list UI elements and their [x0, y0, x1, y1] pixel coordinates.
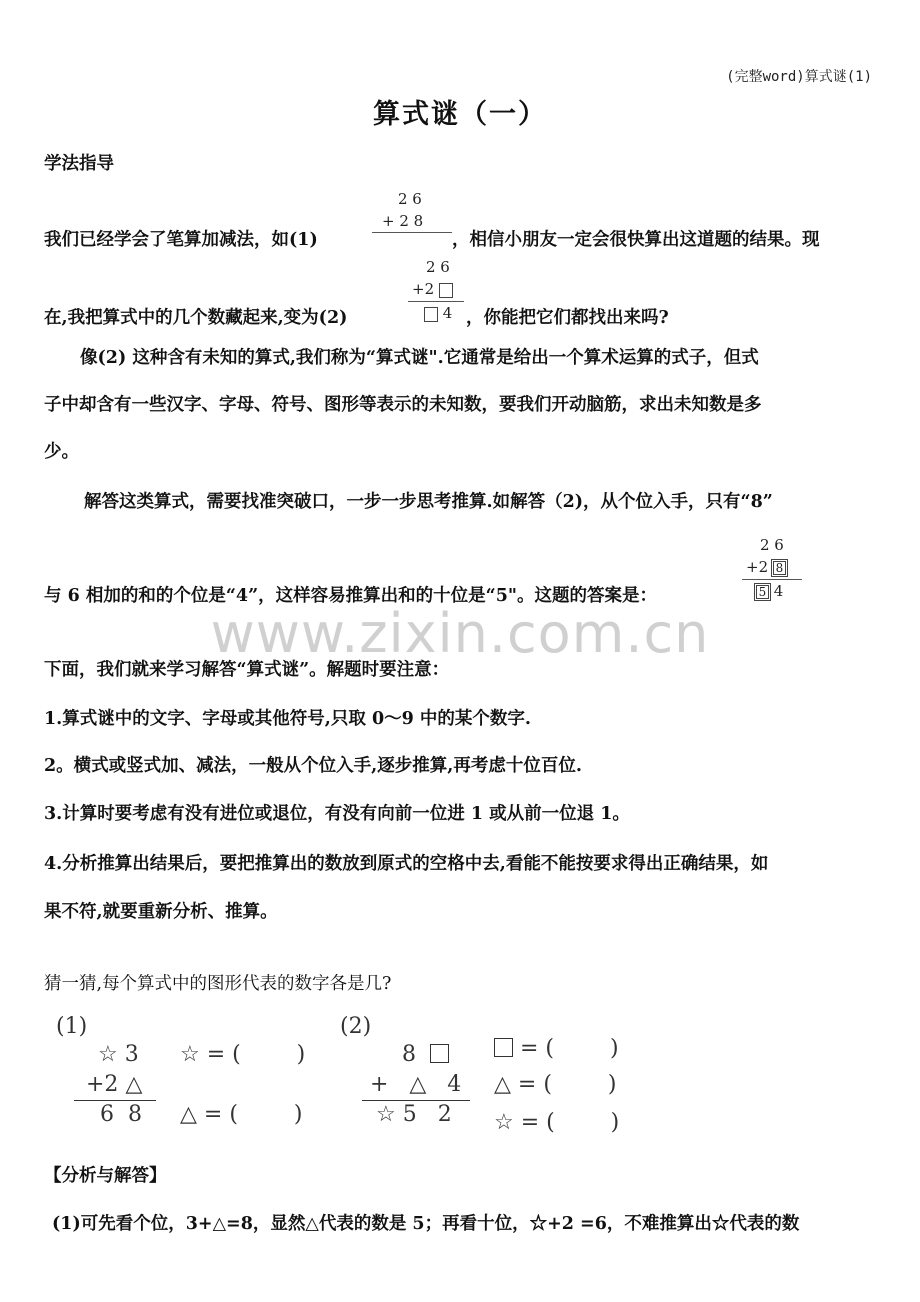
example-2-sum-line — [408, 301, 464, 302]
example-2-row1: 2 6 — [426, 258, 450, 276]
puzzle-1-row1-digit: 3 — [124, 1042, 139, 1067]
puzzle-2 — [340, 1014, 630, 1144]
intro-line-1-prefix: 我们已经学会了笔算加减法，如(1) — [44, 230, 318, 250]
puzzle-2-answer-square — [494, 1036, 619, 1061]
puzzle-1-row3: 6 8 — [100, 1102, 142, 1127]
answer-row3 — [756, 582, 783, 600]
example-1-row2: + 2 8 — [382, 212, 424, 230]
puzzle-2-row1-digit: 8 — [402, 1042, 416, 1067]
hidden-tens-box — [424, 307, 438, 322]
example-1-sum-line — [372, 232, 452, 233]
rule-3: 3.计算时要考虑有没有进位或退位，有没有向前一位进 1 或从前一位退 1。 — [44, 804, 630, 824]
document-label: (完整word)算式谜(1) — [726, 69, 872, 85]
puzzle-1-answer-triangle: △ = ( ) — [180, 1102, 303, 1127]
watermark: www.zixin.com.cn — [210, 602, 710, 665]
square-icon — [494, 1038, 513, 1057]
example-2-row3-suffix: 4 — [442, 304, 453, 322]
star-icon: ☆ — [98, 1042, 118, 1067]
puzzle-1-sum-line — [74, 1100, 156, 1101]
puzzle-1-row1 — [98, 1042, 139, 1067]
puzzle-2-answer-triangle: △ = ( ) — [494, 1072, 617, 1097]
definition-line-1: 像(2) 这种含有未知的算式,我们称为“算式谜".它通常是给出一个算术运算的式子，但式 — [80, 348, 759, 368]
puzzle-2-row1 — [402, 1042, 449, 1067]
answer-sum-line — [742, 579, 802, 580]
puzzle-1-label: (1) — [56, 1014, 88, 1039]
puzzle-2-answer-square-text: = ( ) — [513, 1036, 619, 1061]
puzzle-2-sum-line — [362, 1100, 470, 1101]
definition-line-3: 少。 — [44, 442, 79, 462]
hidden-ones-box — [439, 283, 453, 298]
answer-row1: 2 6 — [760, 536, 784, 554]
example-2-row3 — [424, 304, 452, 322]
exercise-prompt: 猜一猜,每个算式中的图形代表的数字各是几? — [44, 974, 392, 994]
example-2-vertical-addition — [404, 256, 466, 326]
puzzle-2-row3: ☆ 5 2 — [376, 1102, 452, 1127]
puzzle-1-row2-prefix: +2 — [86, 1072, 119, 1097]
example-2-row2 — [412, 280, 453, 298]
answer-row2 — [746, 558, 786, 576]
puzzle-2-row2: + △ 4 — [370, 1072, 462, 1097]
solving-line-2: 与 6 相加的和的个位是“4”，这样容易推算出和的十位是“5"。这题的答案是： — [44, 586, 658, 606]
rule-4-line-2: 果不符,就要重新分析、推算。 — [44, 902, 278, 922]
puzzle-1 — [56, 1014, 316, 1134]
intro-line-2-suffix: ，你能把它们都找出来吗? — [466, 308, 669, 328]
puzzle-1-row2 — [86, 1072, 142, 1097]
notes-intro: 下面，我们就来学习解答“算式谜”。解题时要注意： — [44, 660, 450, 680]
example-1-row1: 2 6 — [398, 190, 422, 208]
rule-4-line-1: 4.分析推算出结果后，要把推算出的数放到原式的空格中去,看能不能按要求得出正确结果，如 — [44, 854, 769, 874]
analysis-line-1: (1)可先看个位，3+△=8，显然△代表的数是 5；再看十位，☆+2 =6，不难推算出☆代表的数 — [52, 1214, 800, 1234]
triangle-icon: △ — [125, 1072, 143, 1097]
answer-row3-suffix: 4 — [773, 582, 784, 600]
analysis-heading: 【分析与解答】 — [44, 1166, 167, 1186]
answer-vertical-addition — [742, 534, 804, 604]
example-1-vertical-addition — [372, 188, 454, 238]
solving-line-1: 解答这类算式，需要找准突破口，一步一步思考推算.如解答（2)，从个位入手，只有“8” — [84, 492, 773, 512]
puzzle-2-answer-star: ☆ = ( ) — [494, 1110, 620, 1135]
intro-line-1-suffix: ，相信小朋友一定会很快算出这道题的结果。现 — [452, 230, 820, 250]
example-2-row2-prefix: +2 — [412, 280, 435, 298]
puzzle-1-answer-star: ☆ = ( ) — [180, 1042, 306, 1067]
puzzle-2-label: (2) — [340, 1014, 372, 1039]
page-title: 算式谜（一） — [373, 99, 547, 130]
filled-tens-box: 5 — [756, 585, 769, 599]
intro-line-2-prefix: 在,我把算式中的几个数藏起来,变为(2) — [44, 308, 348, 328]
rule-1: 1.算式谜中的文字、字母或其他符号,只取 0～9 中的某个数字. — [44, 709, 531, 729]
answer-row2-prefix: +2 — [746, 558, 769, 576]
square-icon — [430, 1044, 449, 1063]
rule-2: 2。横式或竖式加、减法，一般从个位入手,逐步推算,再考虑十位百位. — [44, 756, 582, 776]
filled-ones-box: 8 — [773, 561, 786, 575]
definition-line-2: 子中却含有一些汉字、字母、符号、图形等表示的未知数，要我们开动脑筋，求出未知数是多 — [44, 395, 762, 415]
guide-heading: 学法指导 — [44, 154, 114, 174]
